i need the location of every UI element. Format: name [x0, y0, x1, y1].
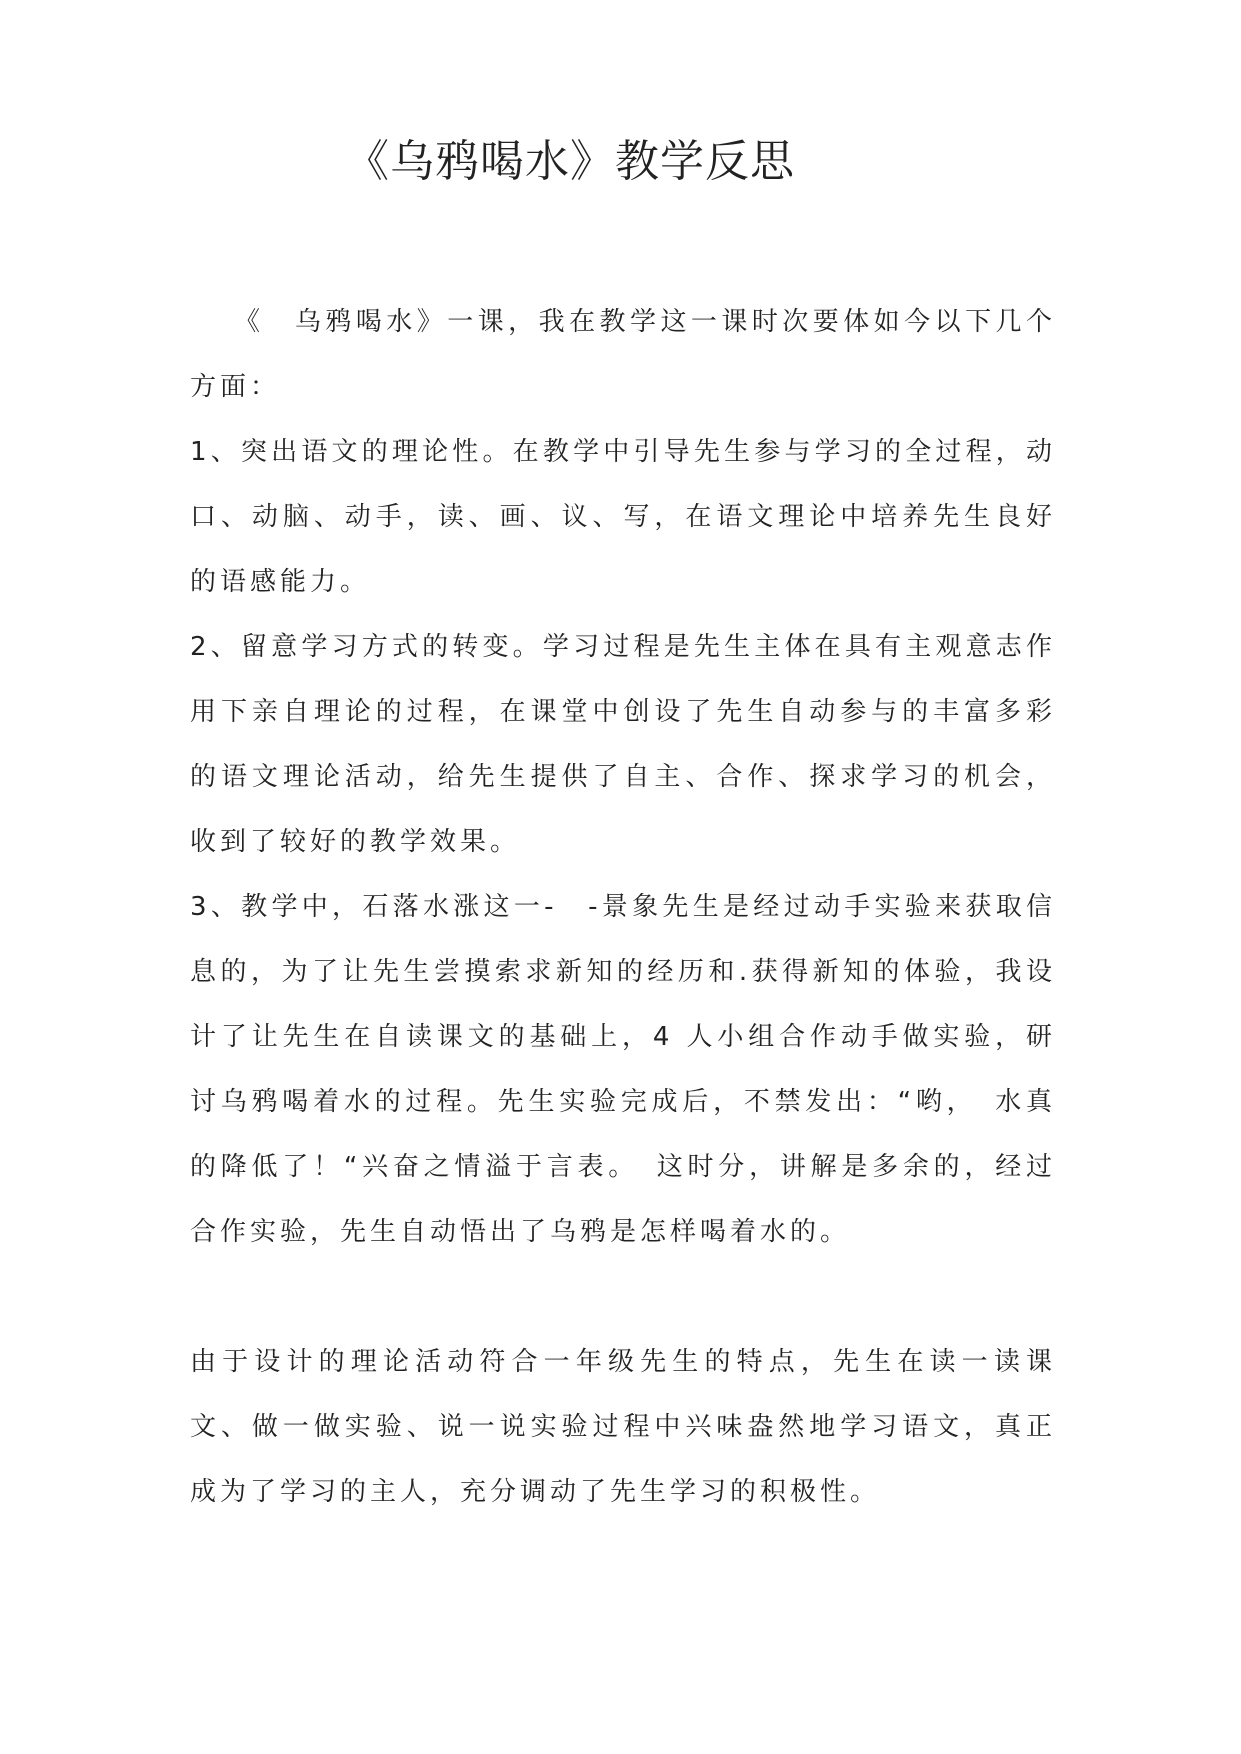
document-title: 《乌鸦喝水》教学反思 — [345, 136, 795, 187]
paragraph-point-1: 1、突出语文的理论性。在教学中引导先生参与学习的全过程，动口、动脑、动手，读、画、议、写，在语文理论中培养先生良好的语感能力。 — [190, 437, 1056, 597]
paragraph-intro: 《 乌鸦喝水》一课，我在教学这一课时次要体如今以下几个方面： — [190, 307, 1056, 402]
paragraph-conclusion: 由于设计的理论活动符合一年级先生的特点，先生在读一读课文、做一做实验、说一说实验过程中兴味盎然地学习语文，真正成为了学习的主人，充分调动了先生学习的积极性。 — [190, 1347, 1056, 1507]
paragraph-point-3: 3、教学中，石落水涨这一- -景象先生是经过动手实验来获取信息的，为了让先生尝摸索求新知的经历和.获得新知的体验，我设计了让先生在自读课文的基础上，4 人小组合作动手做实验，研讨乌鸦喝着水的过程。先生实验完成后，不禁发出：“哟， 水真的降低了！“兴奋之情溢于言表。 这时分，讲解是多余的，经过合作实验，先生自动悟出了乌鸦是怎样喝着水的。 — [190, 892, 1056, 1247]
document-body — [190, 290, 1056, 1525]
paragraph-point-2: 2、留意学习方式的转变。学习过程是先生主体在具有主观意志作用下亲自理论的过程，在课堂中创设了先生自动参与的丰富多彩的语文理论活动，给先生提供了自主、合作、探求学习的机会，收到了较好的教学效果。 — [190, 632, 1056, 857]
